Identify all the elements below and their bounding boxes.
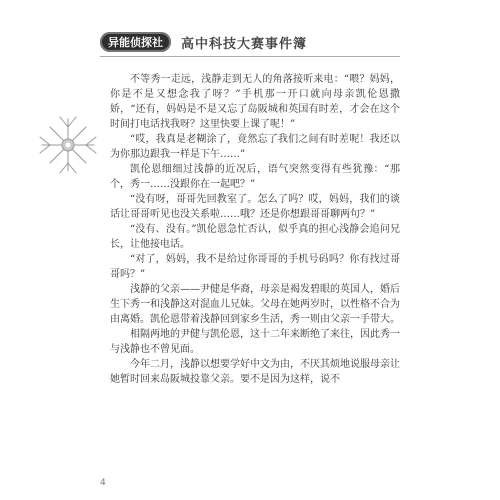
book-title: 高中科技大赛事件簿 bbox=[181, 36, 308, 52]
header-divider bbox=[100, 56, 400, 57]
paragraph: “哎，我真是老糊涂了，竟然忘了我们之间有时差呢！我还以为你那边跟我一样是下午……” bbox=[110, 134, 400, 160]
page-number: 4 bbox=[100, 478, 106, 488]
paragraph: 相隔两地的尹健与凯伦恩，这十二年来断绝了来往，因此秀一与浅静也不曾见面。 bbox=[110, 329, 400, 355]
paragraph: 不等秀一走远，浅静走到无人的角落接听来电：“喂？妈妈，你是不是又想念我了呀？”手机那一开口就向母亲凯伦恩撒娇，“还有，妈妈是不是又忘了岛阪城和英国有时差，才会在这个时间打电话找我呀？这里快要上课了呢！” bbox=[110, 74, 400, 130]
paragraph: 凯伦恩细细过浅静的近况后，语气突然变得有些犹豫：“那个，秀一……没跟你在一起吧？” bbox=[110, 164, 400, 190]
story-text bbox=[110, 72, 400, 387]
series-badge: 异能侦探社 bbox=[100, 32, 171, 52]
paragraph: “没有呀，哥哥先回教室了。怎么了吗？哎，妈妈，我们的谈话让哥哥听见也没关系啦……哦？还是你想跟哥哥聊两句？” bbox=[110, 194, 400, 220]
paragraph: “对了，妈妈，我不是给过你哥哥的手机号码吗？你有找过哥哥吗？” bbox=[110, 254, 400, 280]
paragraph: 浅静的父亲——尹健是华裔，母亲是褐发碧眼的英国人，婚后生下秀一和浅静这对混血儿兄妹。父母在她两岁时，以性格不合为由离婚。凯伦恩带着浅静回到家乡生活，秀一则由父亲一手带大。 bbox=[110, 284, 400, 325]
sparkle-burst-icon bbox=[38, 115, 98, 175]
paragraph: “没有、没有。”凯伦恩急忙否认，似乎真的担心浅静会追问兄长，让他接电话。 bbox=[110, 224, 400, 250]
paragraph: 今年二月，浅静以想要学好中文为由，不厌其烦地说服母亲让她暂时回来岛阪城投靠父亲。要不是因为这样，说不 bbox=[110, 359, 400, 385]
page-header bbox=[100, 30, 307, 54]
